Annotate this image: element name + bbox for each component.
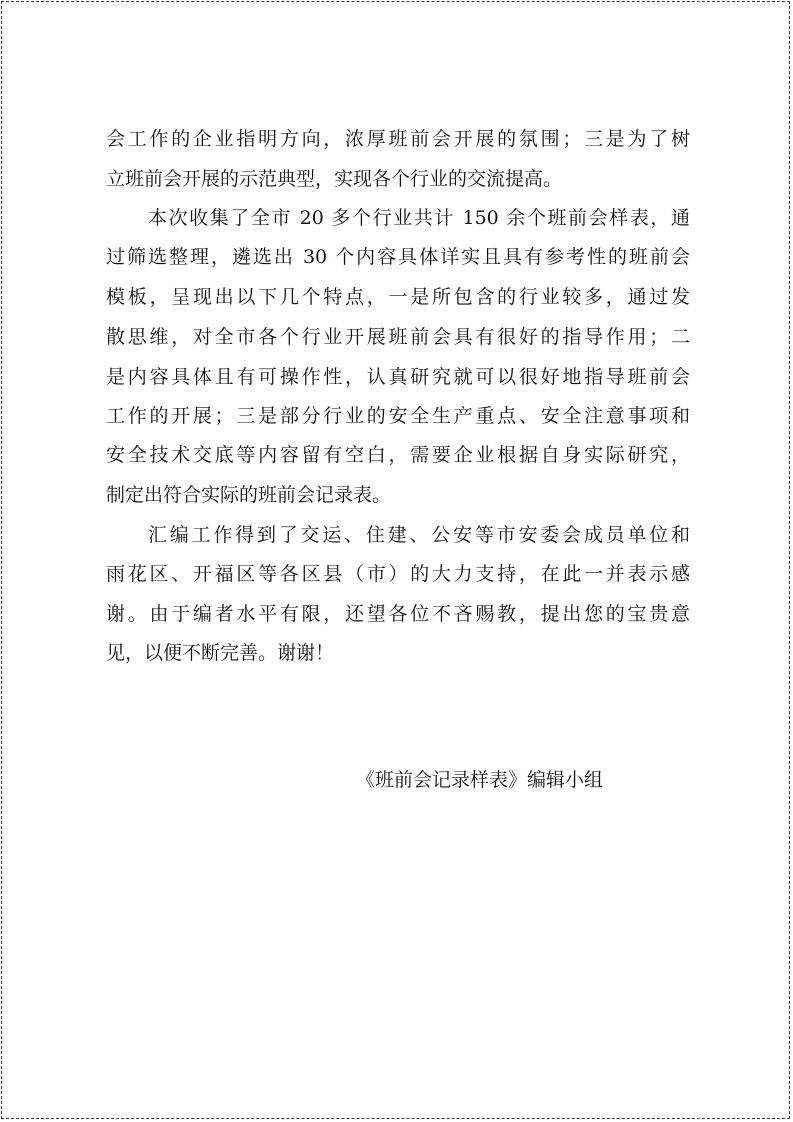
paragraph-2-line-5: 是内容具体且有可操作性，认真研究就可以很好地指导班前会 [106, 366, 690, 388]
paragraph-2-line-1: 本次收集了全市 20 多个行业共计 150 余个班前会样表，通 [148, 207, 690, 229]
paragraph-2-line-2: 过筛选整理，遴选出 30 个内容具体详实且具有参考性的班前会 [106, 246, 690, 268]
paragraph-3-line-3: 谢。由于编者水平有限，还望各位不吝赐教，提出您的宝贵意 [106, 603, 690, 625]
signature: 《班前会记录样表》编辑小组 [356, 769, 604, 791]
paragraph-3-line-1: 汇编工作得到了交运、住建、公安等市安委会成员单位和 [148, 524, 690, 546]
paragraph-2-line-4: 散思维，对全市各个行业开展班前会具有很好的指导作用；二 [106, 326, 690, 348]
paragraph-1-line-2: 立班前会开展的示范典型，实现各个行业的交流提高。 [106, 168, 563, 190]
paragraph-2-line-7: 安全技术交底等内容留有空白，需要企业根据自身实际研究， [106, 444, 690, 466]
paragraph-1-line-1: 会工作的企业指明方向，浓厚班前会开展的氛围；三是为了树 [106, 128, 690, 150]
paragraph-2-line-6: 工作的开展；三是部分行业的安全生产重点、安全注意事项和 [106, 405, 690, 427]
paragraph-3-line-4: 见，以便不断完善。谢谢！ [106, 642, 335, 664]
paragraph-2-line-8: 制定出符合实际的班前会记录表。 [106, 484, 392, 506]
paragraph-2-line-3: 模板，呈现出以下几个特点，一是所包含的行业较多，通过发 [106, 286, 690, 308]
paragraph-3-line-2: 雨花区、开福区等各区县（市）的大力支持，在此一并表示感 [106, 563, 690, 585]
